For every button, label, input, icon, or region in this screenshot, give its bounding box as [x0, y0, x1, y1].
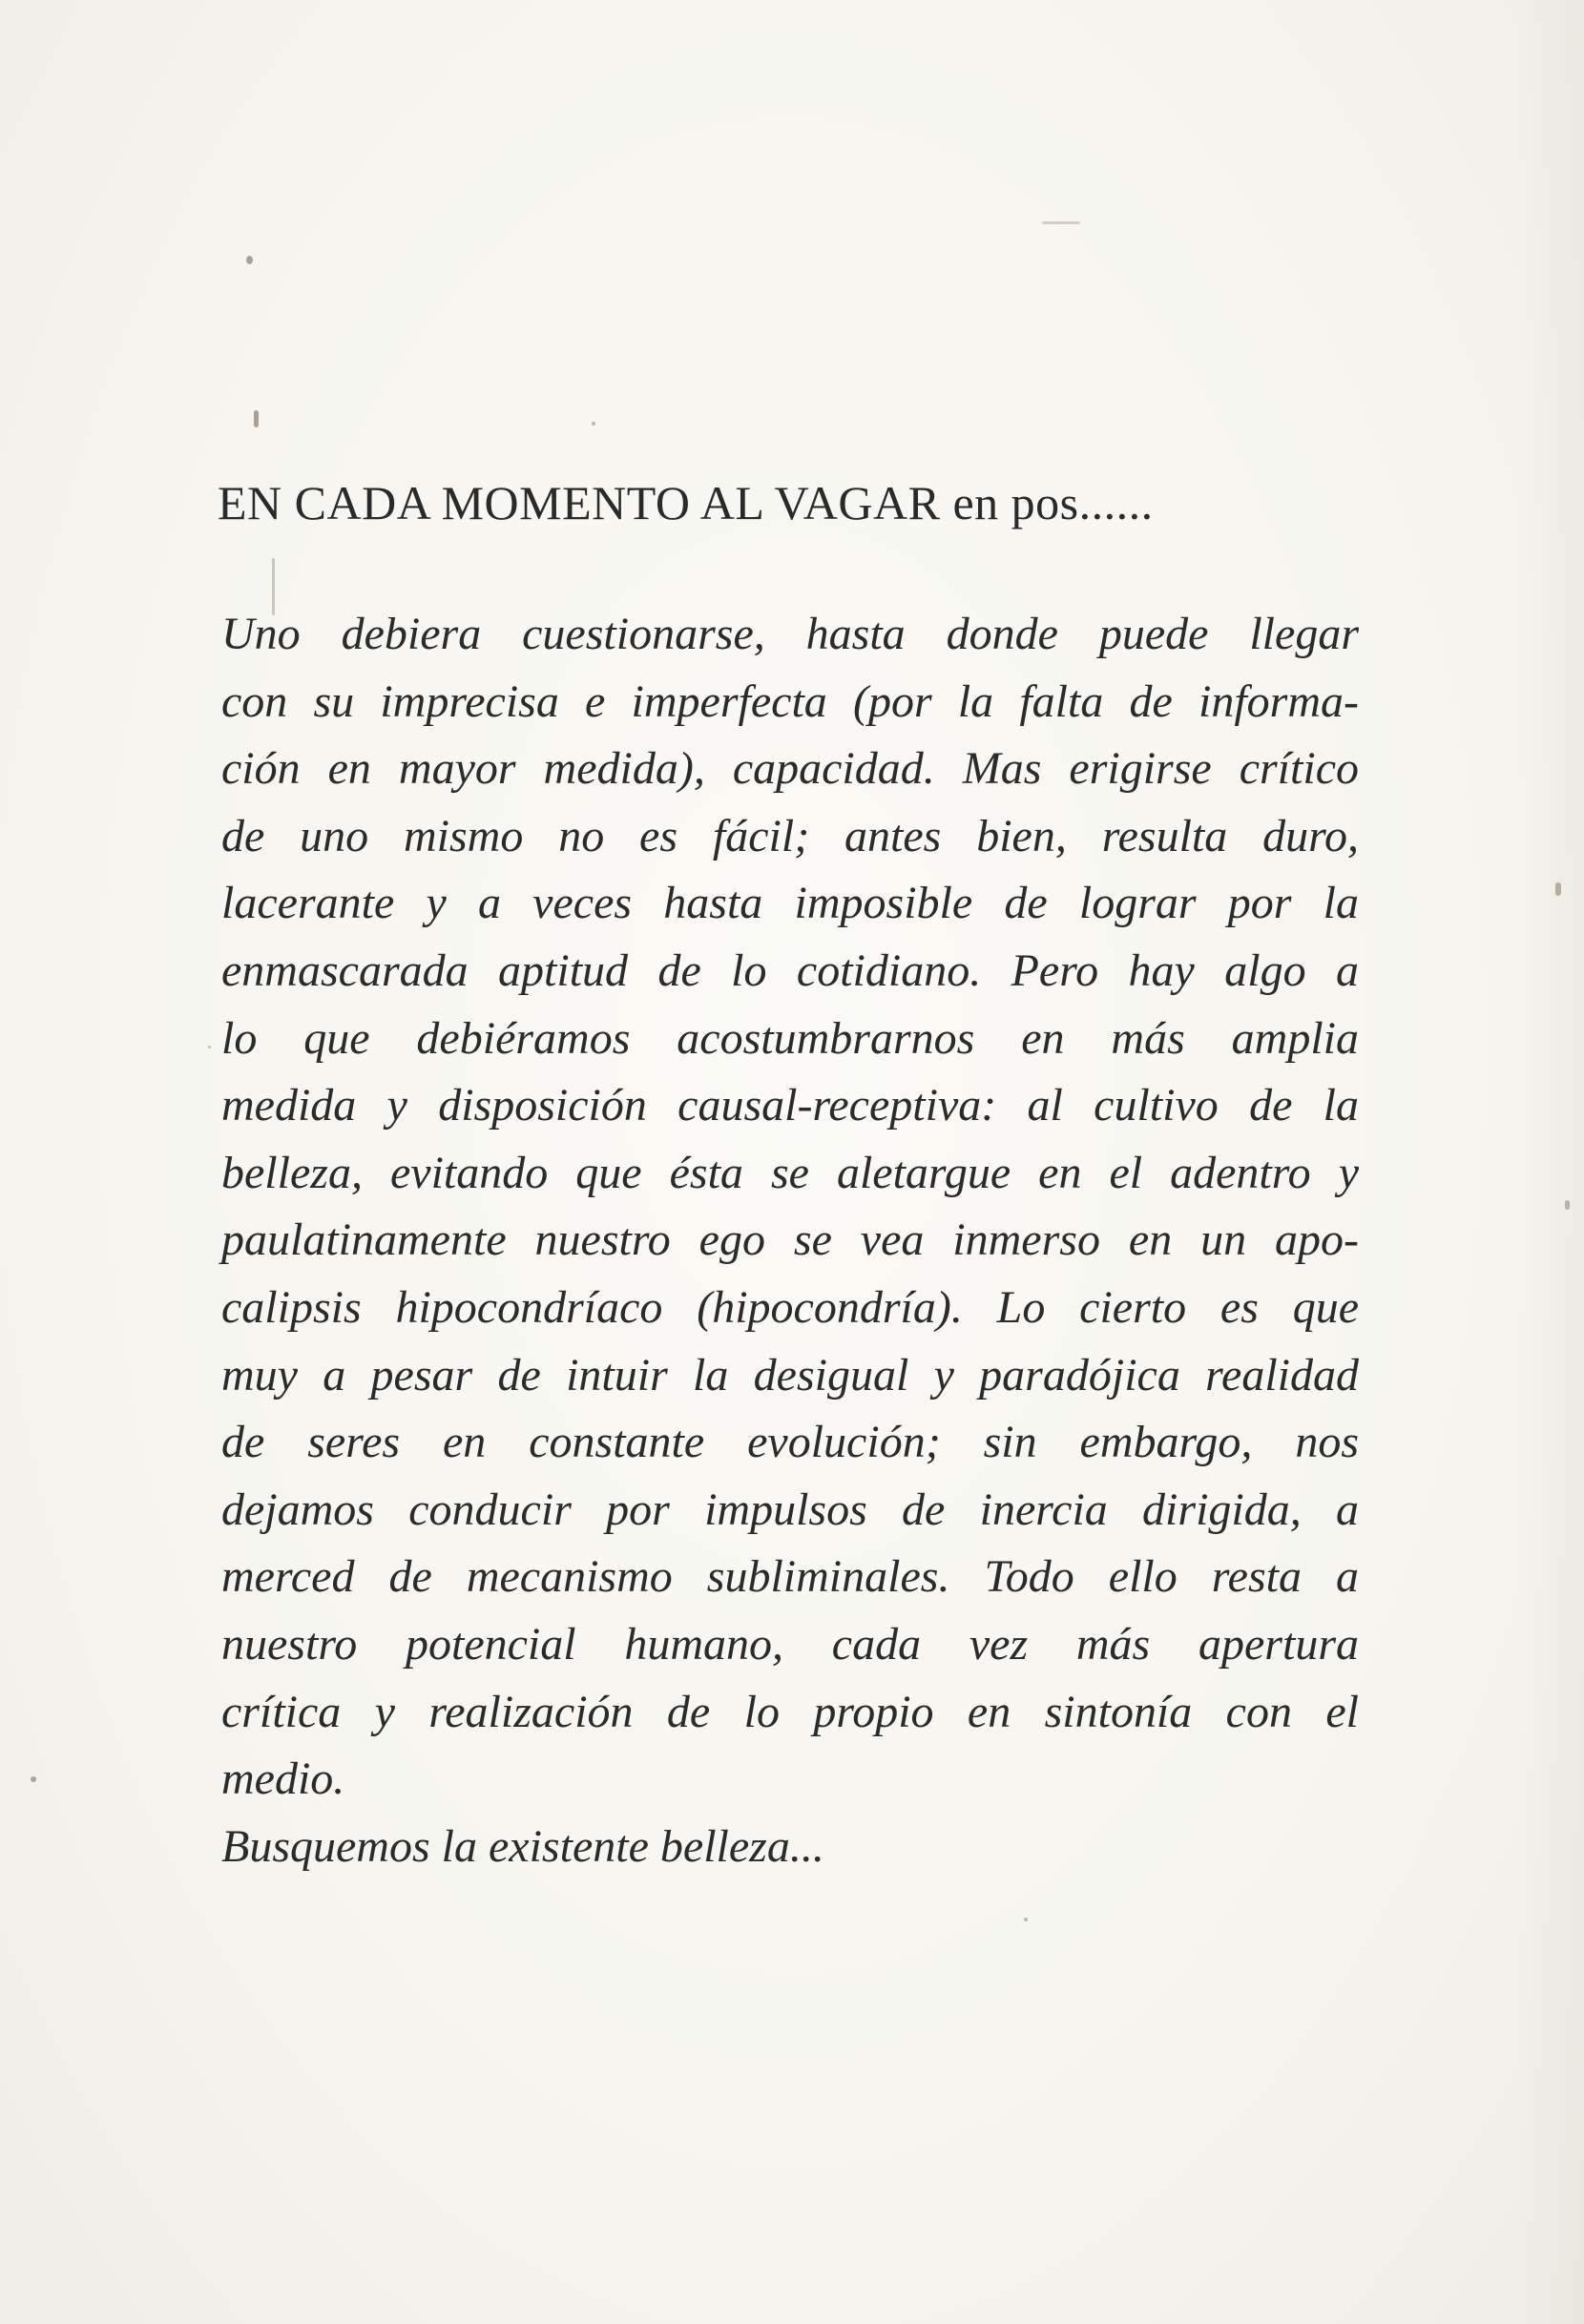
paragraph-line: enmascarada aptitud de lo cotidiano. Pero hay algo a: [221, 944, 1359, 996]
paragraph-line: calipsis hipocondríaco (hipocondría). Lo cierto es que: [221, 1281, 1359, 1333]
paragraph-line: paulatinamente nuestro ego se vea inmerso en un apo-: [221, 1214, 1359, 1266]
paragraph-line: merced de mecanismo subliminales. Todo ello resta a: [221, 1551, 1359, 1603]
closing-line: Busquemos la existente belleza...: [221, 1821, 824, 1872]
paragraph-line: lacerante y a veces hasta imposible de lograr por la: [221, 878, 1359, 929]
paragraph-line: medida y disposición causal-receptiva: al cultivo de la: [221, 1080, 1359, 1131]
paragraph-line: dejamos conducir por impulsos de inercia dirigida, a: [221, 1484, 1359, 1535]
paragraph-line: crítica y realización de lo propio en sintonía con el: [221, 1686, 1359, 1737]
paper-speck: [1024, 1918, 1028, 1921]
paper-speck: [1555, 882, 1561, 896]
paper-speck: [592, 422, 595, 425]
paragraph-line: belleza, evitando que ésta se aletargue en el adentro y: [221, 1147, 1359, 1198]
paragraph-line: de seres en constante evolución; sin embargo, nos: [221, 1417, 1359, 1468]
paper-speck: [1565, 1200, 1570, 1210]
paragraph-line: lo que debiéramos acostumbrarnos en más amplia: [221, 1012, 1359, 1064]
paper-speck: [246, 256, 253, 264]
paragraph-line: Uno debiera cuestionarse, hasta donde puede llegar: [221, 609, 1359, 659]
page-edge-shadow: [1517, 0, 1584, 2324]
paper-speck: [31, 1776, 36, 1782]
paragraph-line: con su imprecisa e imperfecta (por la falta de informa-: [221, 675, 1359, 727]
paper-speck: [1042, 221, 1080, 224]
paragraph-line: medio.: [221, 1753, 345, 1805]
paper-speck: [208, 1046, 211, 1048]
paragraph-line: muy a pesar de intuir la desigual y paradójica realidad: [221, 1349, 1359, 1401]
paragraph-line: nuestro potencial humano, cada vez más apertura: [221, 1618, 1359, 1670]
paragraph-line: de uno mismo no es fácil; antes bien, resulta duro,: [221, 810, 1359, 861]
paper-speck: [254, 410, 259, 427]
paragraph-line: ción en mayor medida), capacidad. Mas erigirse crítico: [221, 743, 1359, 795]
page-heading: EN CADA MOMENTO AL VAGAR en pos......: [218, 476, 1154, 529]
body-paragraph: [221, 601, 1359, 1814]
